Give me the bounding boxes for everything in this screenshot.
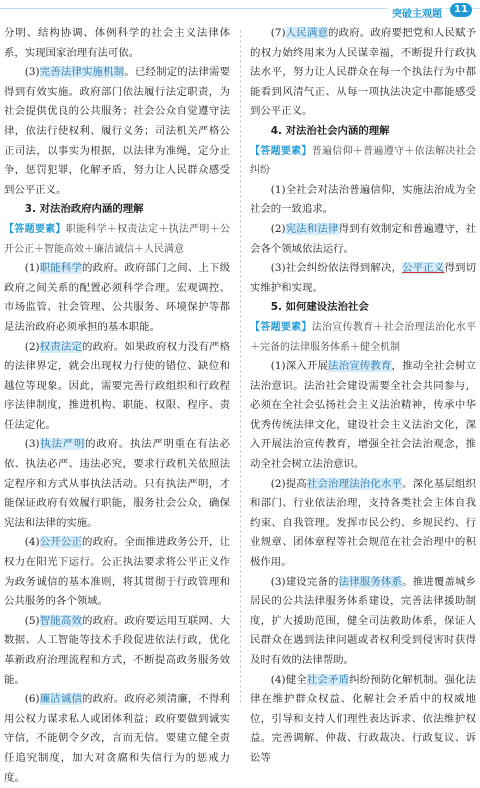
highlighted-term: 职能科学 [39, 262, 83, 275]
paragraph-text: (6) [24, 693, 40, 706]
paragraph [250, 671, 476, 769]
paragraph-text: 的政府。政府必须清廉，不得利用公权力谋求私人或团体利益；政府要做到诚实守信，不能朝令夕改，言而无信。要建立健全责任追究制度，加大对贪腐和失信行为的惩戒力度。 [4, 693, 231, 784]
paragraph [4, 338, 230, 436]
answer-elements [250, 142, 476, 181]
paragraph-text: 。深化基层组织和部门、行业依法治理，支持各类社会主体自我约束、自我管理。发挥市民公约、乡规民约、行业规章、团体章程等社会规范在社会治理中的积极作用。 [250, 477, 477, 569]
paragraph-text: 的政府。如果政府权力没有严格的法律界定，就会出现权力行使的错位、缺位和越位等现象。因此，需要完善行政组织和行政程序法律制度，推进机构、职能、权限、程序、责任法定化。 [4, 340, 231, 431]
paragraph [250, 573, 476, 671]
paragraph-text: 纠纷预防化解机制。强化法律在维护群众权益、化解社会矛盾中的权威地位，引导和支持人们理性表达诉求、依法维护权益。完善调解、仲裁、行政裁决、行政复议、诉讼等 [250, 673, 477, 764]
highlighted-term: 权责法定 [39, 340, 83, 353]
paragraph [250, 181, 476, 220]
paragraph-text: (2) [24, 340, 40, 353]
highlighted-term: 智能高效 [39, 614, 83, 627]
answer-elements [4, 220, 230, 259]
paragraph [4, 690, 230, 788]
paragraph-text: 。已经制定的法律需要得到有效实施。政府部门依法履行法定职责，为社会提供优良的公共服务；社会公众自觉遵守法律，依法行使权利、履行义务；司法机关严格公正司法，以事实为根据，以法律为准绳，定分止争，惩罚犯罪，化解矛盾，努力让人民群众感受到公平正义。 [4, 66, 231, 196]
right-column [250, 24, 476, 769]
page-number-badge: 11 [450, 3, 472, 17]
column-divider [240, 30, 241, 703]
paragraph [250, 357, 476, 475]
answer-elements-tag: 【答题要素】 [250, 145, 312, 157]
section-heading: 4. 对法治社会内涵的理解 [270, 124, 390, 137]
paragraph-text: (2) [270, 222, 286, 235]
paragraph [250, 220, 476, 259]
page-header [0, 0, 480, 22]
highlighted-term: 宪法和法律 [285, 222, 339, 235]
paragraph-text: (3)建设完备的 [270, 575, 339, 588]
highlighted-term: 廉洁诚信 [39, 693, 83, 706]
highlighted-term: 人民满意 [285, 27, 329, 39]
paragraph-text: 得到切实维护和实现。 [250, 262, 477, 294]
left-column [4, 24, 230, 788]
paragraph [4, 259, 230, 337]
paragraph-text: (5) [24, 614, 40, 627]
highlighted-term: 公开公正 [39, 536, 83, 549]
paragraph [4, 63, 230, 200]
paragraph [250, 475, 476, 573]
highlighted-term: 社会矛盾 [306, 673, 350, 686]
paragraph-text: 分明、结构协调、体例科学的社会主义法律体系，实现国家治理有法可依。 [4, 27, 230, 59]
paragraph-text: 得到有效制定和普遍遵守，社会各个领域依法运行。 [250, 222, 477, 255]
highlighted-term: 社会治理法治化水平 [306, 477, 403, 490]
paragraph [4, 533, 230, 611]
answer-elements-text: 职能科学＋权责法定＋执法严明＋公开公正＋智能高效＋廉洁诚信＋人民满意 [4, 223, 231, 255]
paragraph-text: 。推进覆盖城乡居民的公共法律服务体系建设，完善法律援助制度，扩大援助范围，健全司法救助体系，保证人民群众在遇到法律问题或者权利受到侵害时获得及时有效的法律帮助。 [250, 575, 477, 666]
paragraph-text: 的政府。政府部门之间、上下级政府之间关系的配置必须科学合理。宏观调控、市场监管、社会管理、公共服务、环境保护等都是法治政府必须承担的基本职能。 [4, 262, 231, 333]
paragraph-text: (1)深入开展 [270, 360, 329, 373]
paragraph-text: 的政府。全面推进政务公开，让权力在阳光下运行。公正执法要求将公平正义作为政务诚信的基本准则，将其贯彻于行政管理和公共服务的各个领域。 [4, 536, 231, 608]
paragraph-text: (4) [24, 536, 40, 549]
paragraph-text: (3) [24, 66, 40, 79]
highlighted-term: 法治宣传教育 [328, 360, 392, 373]
answer-elements-tag: 【答题要素】 [250, 321, 312, 333]
paragraph-text: (2)提高 [270, 477, 307, 490]
header-title: 突破主观题 [388, 5, 446, 20]
paragraph-text: (4)健全 [270, 673, 307, 686]
paragraph-text: 的政府。政府要把党和人民赋予的权力始终用来为人民谋幸福，不断提升行政执法水平，努力让人民群众在每一个执法行为中都能看到风清气正、从每一项执法决定中都能感受到公平正义。 [250, 27, 477, 118]
paragraph [250, 24, 476, 122]
paragraph-text: 的政府。政府要运用互联网、大数据、人工智能等技术手段促进依法行政，优化革新政府治理流程和方式，不断提高政务服务效能。 [4, 614, 231, 686]
paragraph-text: (3)社会纠纷依法得到解决， [270, 262, 403, 275]
answer-elements-text: 普遍信仰＋普遍遵守＋依法解决社会纠纷 [250, 145, 477, 177]
section-heading: 3. 对法治政府内涵的理解 [24, 203, 144, 216]
paragraph-text: (7) [270, 27, 286, 39]
paragraph [4, 435, 230, 533]
highlighted-term: 法律服务体系 [338, 575, 403, 588]
highlighted-term: 执法严明 [39, 438, 86, 451]
answer-elements-tag: 【答题要素】 [4, 223, 66, 235]
paragraph [4, 24, 230, 63]
paragraph-text: (1) [24, 262, 40, 275]
paragraph-text: (3) [24, 438, 40, 451]
highlighted-term: 完善法律实施机制 [39, 66, 125, 79]
highlighted-term: 公平正义 [402, 262, 445, 275]
paragraph-text: (1)全社会对法治普遍信仰，实施法治成为全社会的一致追求。 [250, 183, 476, 216]
paragraph [4, 612, 230, 690]
paragraph-text: 的政府。执法严明重在有法必依、执法必严、违法必究，要求行政机关依照法定程序和方式从事执法活动。只有执法严明，才能保证政府有效履行职能，服务社会公众，确保宪法和法律的实施。 [4, 438, 231, 529]
answer-elements-text: 法治宣传教育＋社会治理法治化水平＋完备的法律服务体系＋健全机制 [250, 321, 477, 353]
answer-elements [250, 318, 476, 357]
section-heading: 5. 如何建设法治社会 [270, 301, 369, 314]
paragraph-text: ，推动全社会树立法治意识。法治社会建设需要全社会共同参与，必须在全社会弘扬社会主义法治精神，传承中华优秀传统法律文化，建设社会主义法治文化，深入开展法治宣传教育，增强全社会法治观念，推动全社会树立法治意识。 [250, 360, 477, 471]
paragraph [250, 259, 476, 298]
